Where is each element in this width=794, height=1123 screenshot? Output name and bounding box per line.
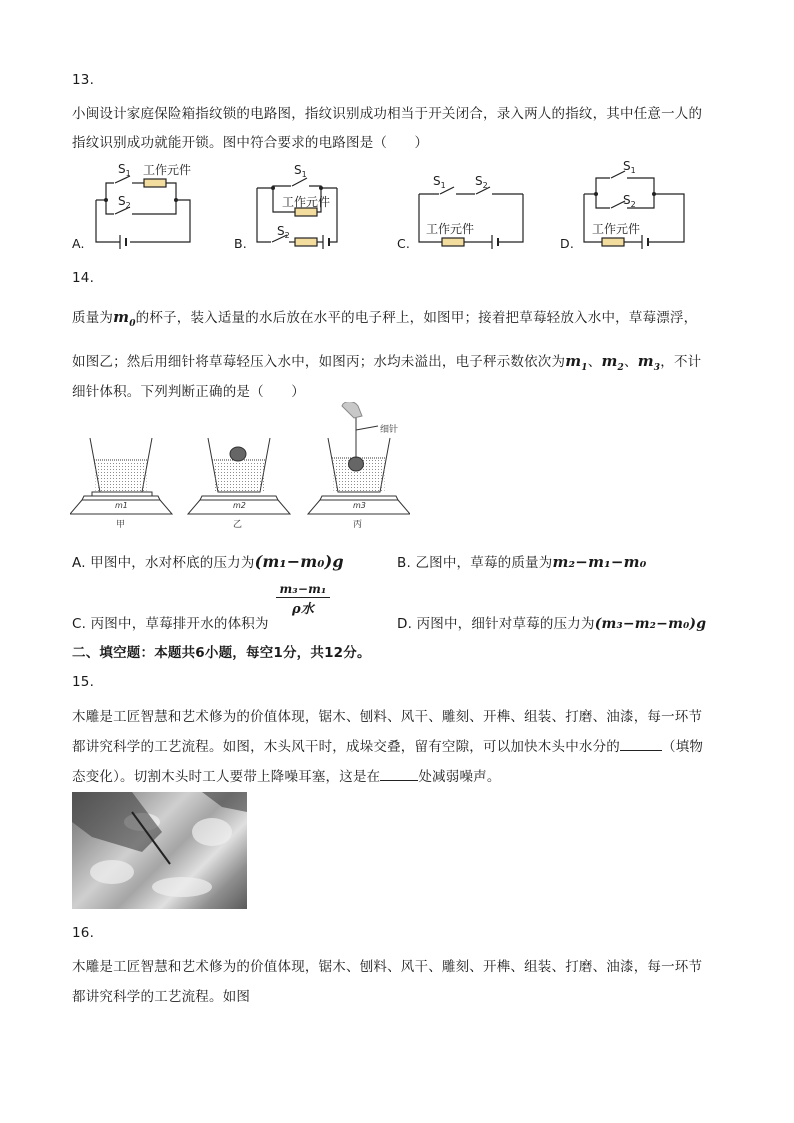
- q14-stem-line1: 质量为$m_0$的杯子，装入适量的水后放在水平的电子秤上，如图甲；接着把草莓轻放入水中，草莓漂浮，: [72, 308, 698, 329]
- circuit-d: [584, 171, 684, 249]
- circuit-b-s2-label: $S_2$: [277, 224, 290, 240]
- circuit-b-element-label: 工作元件: [282, 195, 331, 209]
- circuit-d-element-label: 工作元件: [592, 222, 641, 236]
- figure-label-bing: 丙: [353, 520, 363, 530]
- q14-option-a[interactable]: A. 甲图中，水对杯底的压力为(m₁−m₀)g: [72, 552, 344, 571]
- q15-number: 15.: [72, 674, 95, 690]
- section2-heading: 二、填空题：本题共6小题，每空1分，共12分。: [72, 645, 371, 661]
- circuit-b-s1-label: $S_1$: [294, 163, 307, 179]
- circuit-d-s2-label: $S_2$: [623, 193, 636, 209]
- m0-symbol: $m_0$: [113, 308, 136, 329]
- q15-stem-line1: 木雕是工匠智慧和艺术修为的价值体现，锯木、刨料、风干、雕刻、开榫、组装、打磨、油漆，每一环节: [72, 709, 703, 725]
- q14-option-d[interactable]: D. 丙图中，细针对草莓的压力为(m₃−m₂−m₀)g: [397, 616, 707, 632]
- q14-option-c[interactable]: C. 丙图中，草莓排开水的体积为: [72, 616, 269, 632]
- figure-label-jia: 甲: [116, 520, 126, 530]
- circuit-c: [419, 187, 523, 249]
- scale-label-m3: m3: [353, 501, 366, 510]
- circuit-a-element-label: 工作元件: [143, 163, 192, 177]
- circuit-c-s2-label: $S_2$: [475, 174, 488, 190]
- q16-stem-line1: 木雕是工匠智慧和艺术修为的价值体现，锯木、刨料、风干、雕刻、开榫、组装、打磨、油漆，每一环节: [72, 959, 703, 975]
- q15-blank-1[interactable]: [620, 738, 662, 751]
- q16-number: 16.: [72, 925, 95, 941]
- circuit-a-s1-label: $S_1$: [118, 162, 131, 178]
- q14-number: 14.: [72, 270, 95, 286]
- scale-label-m1: m1: [115, 501, 128, 510]
- q14-stem-line3: 细针体积。下列判断正确的是（ ）: [72, 384, 305, 400]
- circuit-c-s1-label: $S_1$: [433, 174, 446, 190]
- q13-option-d[interactable]: D.: [560, 236, 574, 251]
- q14-option-b[interactable]: B. 乙图中，草莓的质量为m₂−m₁−m₀: [397, 553, 647, 571]
- q13-option-c[interactable]: C.: [397, 236, 411, 251]
- q15-stem-line2: 都讲究科学的工艺流程。如图，木头风干时，成垛交叠，留有空隙，可以加快木头中水分的 （填物: [72, 739, 704, 755]
- q15-stem-line3: 态变化）。切割木头时工人要带上降噪耳塞，这是在 处减弱噪声。: [72, 769, 501, 785]
- q16-stem-line2: 都讲究科学的工艺流程。如图: [72, 989, 251, 1005]
- figure-label-yi: 乙: [233, 520, 243, 530]
- circuit-a: [96, 176, 190, 249]
- circuit-d-s1-label: $S_1$: [623, 159, 636, 175]
- needle-label: 细针: [380, 425, 399, 435]
- q14-stem-line2: 如图乙；然后用细针将草莓轻压入水中，如图丙；水均未溢出，电子秤示数依次为$m_1$、$m_2$、$m_3$，不计: [72, 352, 702, 373]
- circuit-c-element-label: 工作元件: [426, 222, 475, 236]
- q14-option-c-fraction: m₃−m₁ ρ水: [276, 582, 330, 617]
- q14-scale-figures: [70, 402, 410, 534]
- q13-option-a[interactable]: A.: [72, 236, 85, 251]
- q13-stem-line1: 小闽设计家庭保险箱指纹锁的电路图，指纹识别成功相当于开关闭合，录入两人的指纹，其中任意一人的: [72, 106, 703, 122]
- wood-carving-photo: [72, 792, 247, 909]
- q15-blank-2[interactable]: [380, 768, 418, 781]
- q13-number: 13.: [72, 72, 95, 88]
- q13-stem-line2: 指纹识别成功就能开锁。图中符合要求的电路图是（ ）: [72, 135, 429, 151]
- circuit-a-s2-label: $S_2$: [118, 194, 131, 210]
- q13-option-b[interactable]: B.: [234, 236, 247, 251]
- figure-bing: [308, 402, 410, 514]
- circuit-b: [257, 178, 337, 249]
- scale-label-m2: m2: [233, 501, 246, 510]
